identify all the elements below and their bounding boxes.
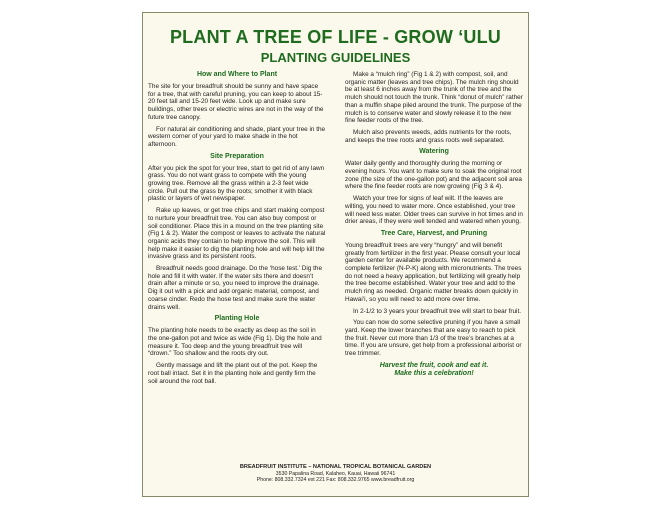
paragraph: Mulch also prevents weeds, adds nutrients for the roots, and keeps the tree roots and grass roots well separated. [345, 128, 512, 144]
section-heading-watering: Watering [419, 148, 449, 156]
paragraph: For natural air conditioning and shade, plant your tree in the western corner of your yard to make shade in the hot afternoon. [148, 125, 326, 148]
paragraph: In 2-1/2 to 3 years your breadfruit tree will start to bear fruit. [353, 307, 522, 315]
paragraph: The site for your breadfruit should be sunny and have space for a tree, that with careful pruning, you can keep to about 15-20 feet tall and 15-20 feet wide. Look up and make sure buildings, other trees or electric wires are not in the way of the future tree canopy. [148, 83, 324, 121]
flyer-page [142, 12, 529, 497]
footer [143, 464, 528, 484]
section-heading-tree-care: Tree Care, Harvest, and Pruning [380, 229, 488, 237]
paragraph: Water daily gently and thoroughly during the morning or evening hours. You want to make sure to soak the original root zone (the size of the one-gallon pot) and the adjacent soil area where the fine feeder roots are now growing (Fig 3 & 4). [345, 160, 522, 191]
paragraph: You can now do some selective pruning if you have a small yard. Keep the lower branches that are easy to reach to pick the fruit. Never cut more than 1/3 of the tree’s branches at a time. If you are unsure, get help from a professional arborist or tree trimmer. [345, 319, 522, 358]
paragraph: Watch your tree for signs of leaf wilt. If the leaves are wilting, you need to water more. Once established, your tree will need less water. Older trees can survive in hot times and in drier areas, if they were well tended and watered when young. [345, 195, 523, 226]
section-heading-site-prep: Site Preparation [210, 152, 264, 160]
slogan [345, 362, 523, 379]
page-title: PLANT A TREE OF LIFE - GROW ‘ULU [169, 27, 502, 47]
footer-contact: Phone: 808.332.7324 ext 221 Fax: 808.332.9765 www.breadfruit.org [256, 477, 415, 483]
section-heading-how-where: How and Where to Plant [196, 71, 278, 78]
left-column [148, 71, 326, 389]
paragraph: Make a “mulch ring” (Fig 1 & 2) with compost, soil, and organic matter (leaves and tree chips). The mulch ring should be at least 6 inches away from the trunk of the tree and the mulch should not touch the trunk. Think “donut of mulch” rather than a muffin shape piled around the trunk. The purpose of the mulch is to conserve water and slowly release it to the new fine feeder roots of the tree. [345, 71, 523, 125]
paragraph: The planting hole needs to be exactly as deep as the soil in the one-gallon pot and twice as wide (Fig 1). Dig the hole and measure it. Too deep and the young breadfruit tree will “drown.” Too shallow and the roots dry out. [148, 327, 322, 358]
right-column [345, 71, 523, 379]
paragraph: Gently massage and lift the plant out of the pot. Keep the root ball intact. Set it in the planting hole and gently firm the soil around the root ball. [148, 362, 318, 385]
footer-address: 3530 Papalina Road, Kalaheo, Kauai, Hawaii 96741 [275, 470, 396, 477]
section-heading-planting-hole: Planting Hole [214, 315, 260, 323]
slogan-line-1: Harvest the fruit, cook and eat it. [379, 361, 489, 369]
paragraph: Young breadfruit trees are very “hungry” and will benefit greatly from fertilizer in the first year. Please consult your local garden center for available products. We recommend a complete fertilizer (N-P-K) along with micronutrients. The trees do not need a heavy application, but fertilizing will greatly help the tree become established. Water your tree and add to the mulch ring as needed. Organic matter breaks down quickly in Hawai‘i, so you will need to add more over time. [345, 241, 522, 303]
paragraph: After you pick the spot for your tree, start to get rid of any lawn grass. You do not want grass to compete with the young growing tree. Remove all the grass within a 2-3 feet wide circle. Pull out the grass by the roots; smother it with black plastic or layers of wet newspaper. [148, 164, 325, 203]
footer-org: BREADFRUIT INSTITUTE – NATIONAL TROPICAL BOTANICAL GARDEN [239, 464, 432, 470]
slogan-line-2: Make this a celebration! [394, 370, 474, 378]
paragraph: Rake up leaves, or get tree chips and start making compost to nurture your breadfruit tree. You can also buy compost or soil conditioner. Place this in a mound on the tree planting site (Fig 1 & 2). Water the compost or leaves to activate the natural organic acids they contain to help improve the soil. This will help make it easier to dig the planting hole and will help kill the invasive grass and its persistent roots. [148, 207, 326, 261]
page-subtitle: PLANTING GUIDELINES [260, 50, 411, 65]
paragraph: Breadfruit needs good drainage. Do the ‘hose test.’ Dig the hole and fill it with water. If the water sits there and doesn’t drain after a minute or so, you need to improve the drainage. Dig it out with a pick and add organic material, compost, and coarse cinder. Redo the hose test and make sure the water drains well. [148, 265, 323, 311]
